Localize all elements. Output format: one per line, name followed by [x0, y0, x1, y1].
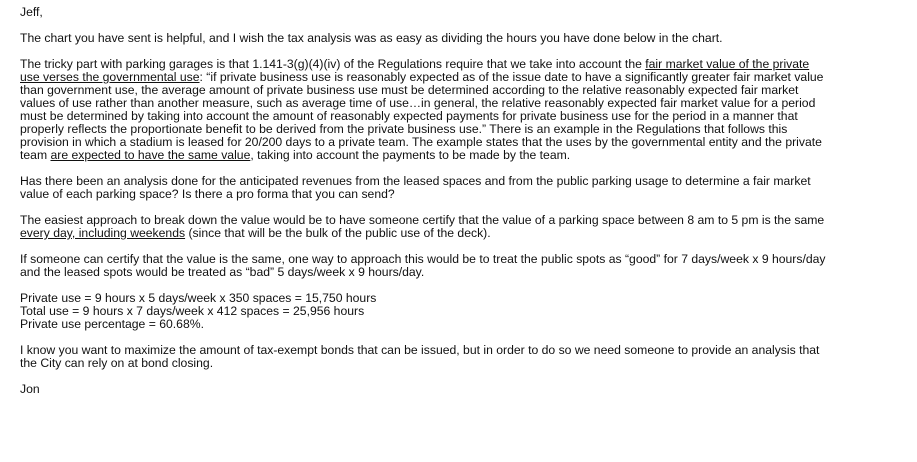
paragraph-analysis-question [20, 175, 903, 201]
text-run: (since that will be the bulk of the public use of the deck). [185, 226, 491, 240]
paragraph-line: than government use, the average amount of private business use must be determined according to the relative reasonably expected fair market [20, 83, 799, 97]
paragraph-line: The chart you have sent is helpful, and I wish the tax analysis was as easy as dividing the hours you have done below in the chart. [20, 31, 723, 45]
paragraph-line [20, 149, 903, 162]
text-run: The tricky part with parking garages is that 1.141-3(g)(4)(iv) of the Regulations require that we take into account the [20, 57, 646, 71]
paragraph-line: provision in which a stadium is leased for 20/200 days to a private team. The example states that the uses by the governmental entity and the private [20, 135, 822, 149]
underlined-phrase: fair market value of the private [645, 57, 810, 71]
greeting-text: Jeff, [20, 5, 43, 19]
paragraph-line: The easiest approach to break down the value would be to have someone certify that the value of a parking space between 8 am to 5 pm is the same [20, 213, 825, 227]
underlined-phrase: use verses the governmental use [20, 70, 200, 84]
paragraph-easiest-approach [20, 214, 903, 240]
signoff [20, 383, 903, 396]
paragraph-line: must be determined by taking into account the amount of reasonably expected payments for private business use for the period in a manner that [20, 109, 798, 123]
calculation-line: Private use = 9 hours x 5 days/week x 350 spaces = 15,750 hours [20, 291, 377, 305]
paragraph-line [20, 227, 903, 240]
paragraph-line: I know you want to maximize the amount of tax-exempt bonds that can be issued, but in order to do so we need someone to provide an analysis that [20, 343, 820, 357]
calculation-line: Total use = 9 hours x 7 days/week x 412 spaces = 25,956 hours [20, 304, 365, 318]
calculation-line: Private use percentage = 60.68%. [20, 317, 204, 331]
paragraph-line: values of use rather than another measure, such as average time of use…in general, the relative reasonably expected fair market value for a period [20, 96, 816, 110]
underlined-phrase: every day, including weekends [20, 226, 186, 240]
paragraph-calculation [20, 292, 903, 331]
greeting [20, 6, 903, 19]
paragraph-chart-feedback [20, 32, 903, 45]
text-run: : “if private business use is reasonably expected as of the issue date to have a significantly greater fair market value [199, 70, 824, 84]
paragraph-line: value of each parking space? Is there a pro forma that you can send? [20, 187, 395, 201]
text-run: team [20, 148, 51, 162]
paragraph-good-bad-spots [20, 253, 903, 279]
underlined-phrase: are expected to have the same value [50, 148, 251, 162]
paragraph-line: and the leased spots would be treated as “bad” 5 days/week x 9 hours/day. [20, 265, 425, 279]
text-run: , taking into account the payments to be made by the team. [250, 148, 571, 162]
paragraph-bond-closing [20, 344, 903, 370]
paragraph-line: properly reflects the proportionate benefit to be derived from the private business use.” There is an example in the Regulations that follows this [20, 122, 788, 136]
signoff-text: Jon [20, 382, 40, 396]
paragraph-line: If someone can certify that the value is the same, one way to approach this would be to treat the public spots as “good” for 7 days/week x 9 hours/day [20, 252, 826, 266]
paragraph-regulations [20, 58, 903, 162]
paragraph-line: Has there been an analysis done for the anticipated revenues from the leased spaces and from the public parking usage to determine a fair market [20, 174, 811, 188]
paragraph-line: the City can rely on at bond closing. [20, 356, 214, 370]
